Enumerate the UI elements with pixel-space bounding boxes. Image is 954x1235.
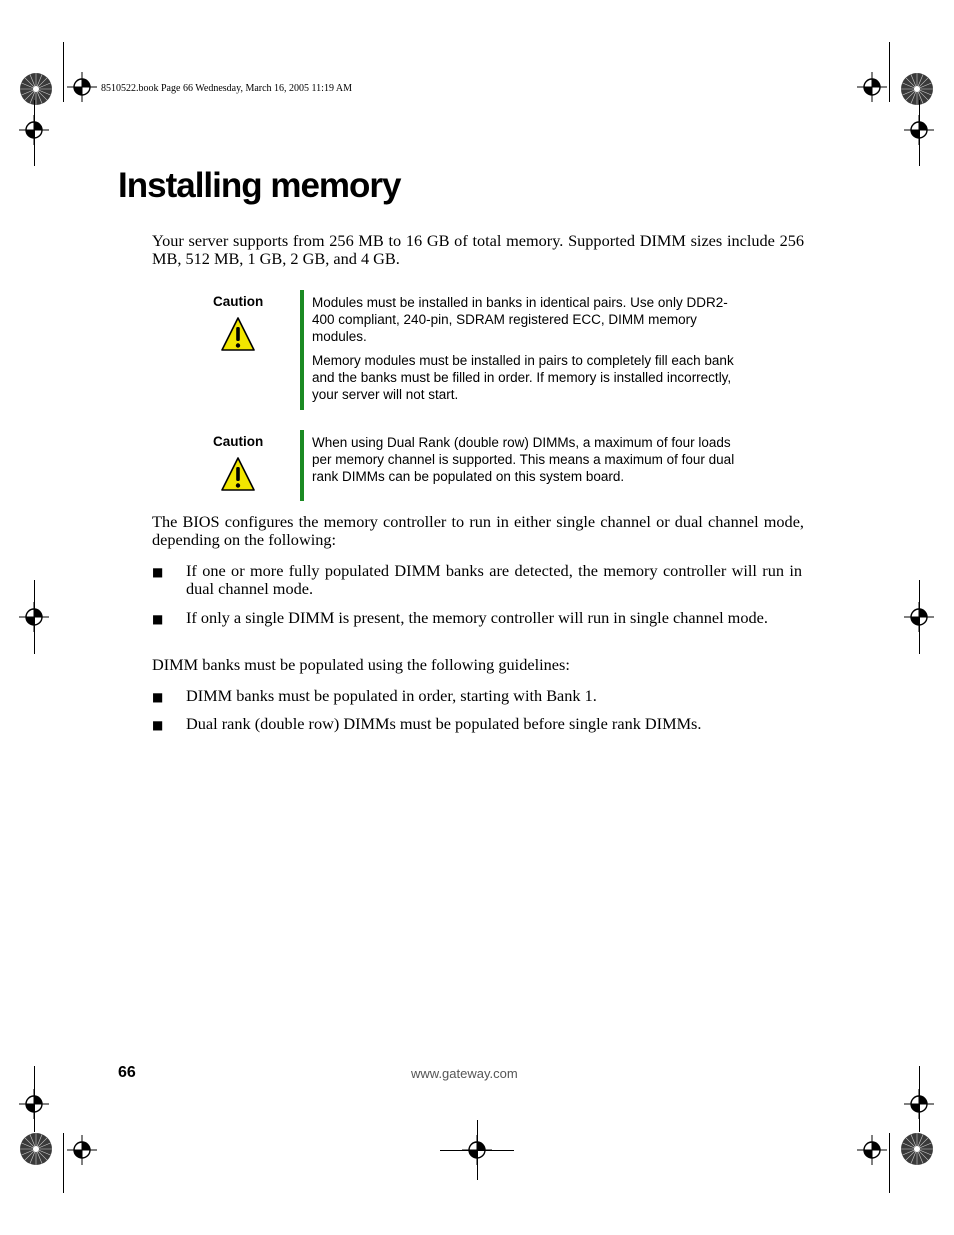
guidelines-paragraph: DIMM banks must be populated using the following guidelines: xyxy=(152,655,570,674)
intro-paragraph: Your server supports from 256 MB to 16 GB of total memory. Supported DIMM sizes include 256 MB, 512 MB, 1 GB, 2 GB, and 4 GB. xyxy=(152,231,804,268)
crop-mark xyxy=(34,100,35,166)
caution-label: Caution xyxy=(213,434,264,449)
warning-triangle-icon xyxy=(220,316,256,352)
list-item: Dual rank (double row) DIMMs must be populated before single rank DIMMs. xyxy=(186,714,702,733)
crop-mark xyxy=(919,580,920,654)
list-item: DIMM banks must be populated in order, starting with Bank 1. xyxy=(186,686,597,705)
bullet-marker: ■ xyxy=(152,690,164,704)
warning-triangle-icon xyxy=(220,456,256,492)
registration-star-icon xyxy=(19,72,53,106)
caution-label: Caution xyxy=(213,294,264,309)
bullet-marker: ■ xyxy=(152,612,164,626)
page-title: Installing memory xyxy=(118,166,401,205)
footer-url: www.gateway.com xyxy=(411,1066,518,1081)
registration-star-icon xyxy=(19,1132,53,1166)
registration-star-icon xyxy=(900,72,934,106)
bullet-marker: ■ xyxy=(152,718,164,732)
bios-paragraph: The BIOS configures the memory controller to run in either single channel or dual channel mode, depending on the following: xyxy=(152,512,804,549)
crop-mark xyxy=(440,1150,514,1151)
crosshair-mark-icon xyxy=(857,1135,887,1165)
crop-mark xyxy=(63,42,64,102)
caution-bar xyxy=(300,430,304,501)
crop-mark xyxy=(919,1066,920,1132)
bullet-marker: ■ xyxy=(152,565,164,579)
crosshair-mark-icon xyxy=(67,1135,97,1165)
crop-mark xyxy=(889,1133,890,1193)
crop-mark xyxy=(63,1133,64,1193)
registration-star-icon xyxy=(900,1132,934,1166)
caution-paragraph: Memory modules must be installed in pairs to completely fill each bank and the banks must be filled in order. If memory is installed incorrectly, your server will not start. xyxy=(312,353,734,402)
crosshair-mark-icon xyxy=(857,72,887,102)
crop-mark xyxy=(889,42,890,102)
print-info-header: 8510522.book Page 66 Wednesday, March 16, 2005 11:19 AM xyxy=(101,83,353,94)
list-item: If one or more fully populated DIMM banks are detected, the memory controller will run in dual channel mode. xyxy=(186,561,802,598)
crop-mark xyxy=(34,580,35,654)
page-number: 66 xyxy=(118,1064,136,1081)
list-item: If only a single DIMM is present, the memory controller will run in single channel mode. xyxy=(186,608,768,627)
crop-mark xyxy=(919,100,920,166)
caution-paragraph: When using Dual Rank (double row) DIMMs, a maximum of four loads per memory channel is supported. This means a maximum of four dual rank DIMMs can be populated on this system board. xyxy=(312,435,735,484)
caution-bar xyxy=(300,290,304,410)
crosshair-mark-icon xyxy=(67,72,97,102)
caution-paragraph: Modules must be installed in banks in identical pairs. Use only DDR2-400 compliant, 240-pin, SDRAM registered ECC, DIMM memory modules. xyxy=(312,295,728,344)
crop-mark xyxy=(34,1066,35,1132)
